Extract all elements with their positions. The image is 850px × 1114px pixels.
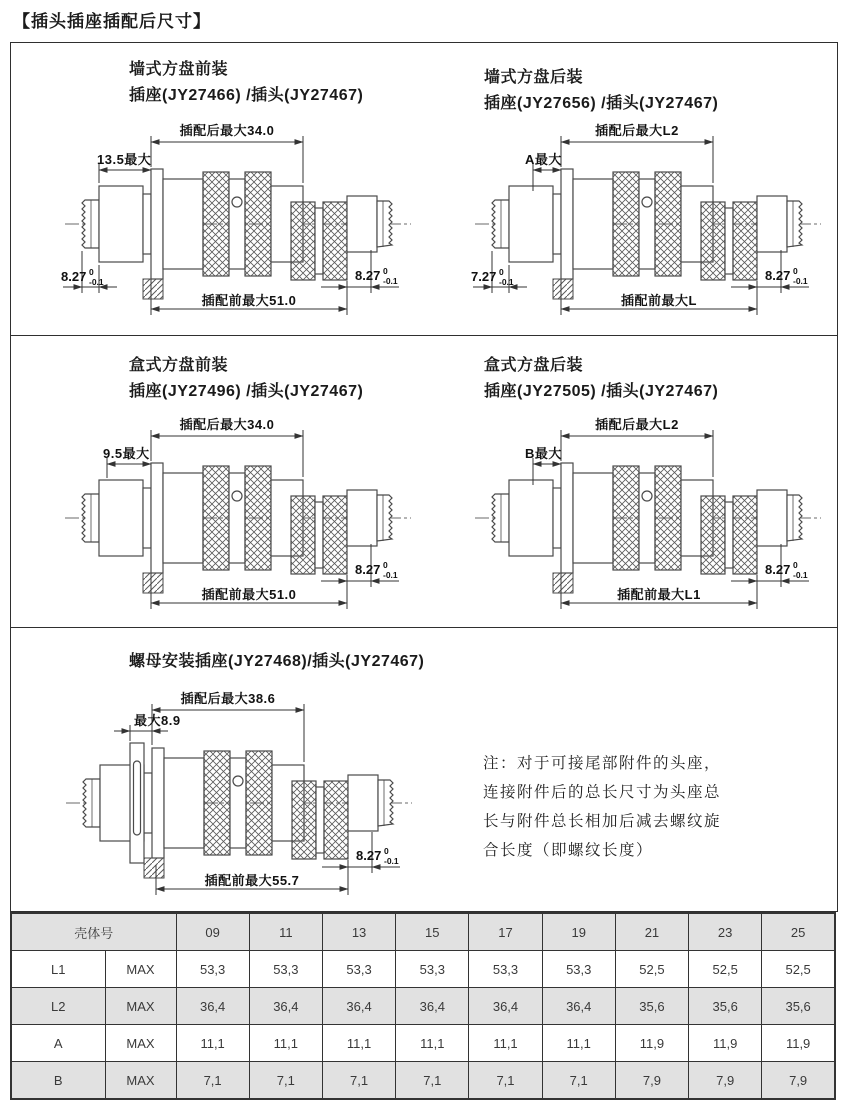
- dim-label: 插配后最大34.0: [179, 417, 275, 432]
- table-row-A: [11, 1025, 835, 1062]
- row-label: L2: [11, 988, 105, 1025]
- wall-rear-drawing: [469, 109, 841, 321]
- dim-label: 插配前最大L: [621, 293, 697, 308]
- note-text: [483, 749, 823, 865]
- table-cell: 35,6: [762, 988, 835, 1025]
- dim-tol-sup: 0: [383, 560, 388, 570]
- table-cell: 53,3: [249, 951, 322, 988]
- dim-tol-sup: 0: [384, 846, 389, 856]
- row-label: L1: [11, 951, 105, 988]
- row-qualifier: MAX: [105, 1062, 176, 1100]
- dim-tol-sub: -0.1: [793, 570, 808, 580]
- panel-title-line1: 盒式方盘后装: [484, 357, 584, 374]
- table-cell: 7,1: [469, 1062, 542, 1100]
- dim-tol-sub: -0.1: [383, 570, 398, 580]
- dim-label: 8.27: [355, 268, 381, 283]
- column-header: 25: [762, 913, 835, 951]
- table-cell: 53,3: [542, 951, 615, 988]
- table-cell: 36,4: [469, 988, 542, 1025]
- table-cell: 11,1: [249, 1025, 322, 1062]
- table-cell: 36,4: [176, 988, 249, 1025]
- dim-tol-sub: -0.1: [384, 856, 399, 866]
- table-row-L2: [11, 988, 835, 1025]
- panel-title-jam-nut: [129, 649, 424, 675]
- table-row-L1: [11, 951, 835, 988]
- table-cell: 36,4: [249, 988, 322, 1025]
- panel-title-box-front: [129, 353, 363, 405]
- dim-label: 8.27: [355, 562, 381, 577]
- table-cell: 11,1: [322, 1025, 395, 1062]
- panel-title-line2: 插座(JY27505) /插头(JY27467): [484, 383, 719, 400]
- table-cell: 36,4: [542, 988, 615, 1025]
- panel-title-line2: 插座(JY27466) /插头(JY27467): [129, 87, 364, 104]
- column-header: 21: [615, 913, 688, 951]
- table-cell: 7,1: [396, 1062, 469, 1100]
- table-cell: 7,1: [542, 1062, 615, 1100]
- section-divider: [11, 627, 837, 628]
- row-label: A: [11, 1025, 105, 1062]
- dim-tol-sub: -0.1: [89, 277, 104, 287]
- dim-label: 插配前最大51.0: [201, 587, 297, 602]
- panel-title-line1: 墙式方盘后装: [484, 69, 584, 86]
- drawings-box: [10, 42, 838, 912]
- table-cell: 11,9: [615, 1025, 688, 1062]
- table-cell: 11,9: [762, 1025, 835, 1062]
- table-cell: 7,9: [762, 1062, 835, 1100]
- table-row-B: [11, 1062, 835, 1100]
- column-header: 23: [689, 913, 762, 951]
- box-front-drawing: [59, 403, 431, 615]
- note-line: 连接附件后的总长尺寸为头座总: [483, 784, 722, 801]
- dim-label: 8.27: [356, 848, 382, 863]
- dim-tol-sup: 0: [793, 266, 798, 276]
- table-header-row: [11, 913, 835, 951]
- row-qualifier: MAX: [105, 951, 176, 988]
- column-header: 17: [469, 913, 542, 951]
- column-header: 11: [249, 913, 322, 951]
- corner-header: 壳体号: [11, 913, 176, 951]
- panel-title-line2: 插座(JY27656) /插头(JY27467): [484, 95, 719, 112]
- panel-title-line2: 插座(JY27496) /插头(JY27467): [129, 383, 364, 400]
- dim-label: 最大8.9: [134, 713, 181, 728]
- table-cell: 11,1: [396, 1025, 469, 1062]
- table-cell: 52,5: [762, 951, 835, 988]
- dim-label: 8.27: [765, 268, 791, 283]
- table-cell: 36,4: [396, 988, 469, 1025]
- note-line: 合长度（即螺纹长度）: [483, 842, 654, 859]
- table-cell: 7,9: [689, 1062, 762, 1100]
- row-qualifier: MAX: [105, 1025, 176, 1062]
- dim-label: 插配后最大34.0: [179, 123, 275, 138]
- table-cell: 7,1: [176, 1062, 249, 1100]
- section-divider: [11, 335, 837, 336]
- table-cell: 11,1: [176, 1025, 249, 1062]
- dim-tol-sub: -0.1: [499, 277, 514, 287]
- panel-title-line1: 螺母安装插座(JY27468)/插头(JY27467): [129, 653, 425, 670]
- column-header: 15: [396, 913, 469, 951]
- dim-label: 8.27: [765, 562, 791, 577]
- table-cell: 53,3: [176, 951, 249, 988]
- dim-tol-sub: -0.1: [383, 276, 398, 286]
- dim-label: 插配前最大L1: [617, 587, 701, 602]
- column-header: 09: [176, 913, 249, 951]
- dim-label: 7.27: [471, 269, 497, 284]
- table-cell: 53,3: [322, 951, 395, 988]
- dim-label: 插配后最大L2: [595, 123, 679, 138]
- dim-tol-sup: 0: [383, 266, 388, 276]
- table-cell: 35,6: [615, 988, 688, 1025]
- column-header: 13: [322, 913, 395, 951]
- table-cell: 35,6: [689, 988, 762, 1025]
- row-label: B: [11, 1062, 105, 1100]
- table-cell: 52,5: [689, 951, 762, 988]
- row-qualifier: MAX: [105, 988, 176, 1025]
- column-header: 19: [542, 913, 615, 951]
- wall-front-drawing: [59, 109, 431, 321]
- dim-tol-sup: 0: [499, 267, 504, 277]
- table-cell: 7,1: [322, 1062, 395, 1100]
- panel-title-box-rear: [484, 353, 718, 405]
- note-line: 长与附件总长相加后减去螺纹旋: [483, 813, 722, 830]
- table-cell: 52,5: [615, 951, 688, 988]
- dim-label: 插配前最大55.7: [204, 873, 300, 888]
- page-title: 【插头插座插配后尺寸】: [13, 12, 211, 31]
- dim-label: 8.27: [61, 269, 87, 284]
- table-cell: 7,9: [615, 1062, 688, 1100]
- dimension-table: [10, 912, 836, 1100]
- dim-label: 插配后最大38.6: [180, 691, 276, 706]
- panel-title-line1: 墙式方盘前装: [129, 61, 229, 78]
- jam-nut-drawing: [56, 683, 456, 905]
- dim-label: 插配后最大L2: [595, 417, 679, 432]
- dim-label: 插配前最大51.0: [201, 293, 297, 308]
- dim-tol-sup: 0: [793, 560, 798, 570]
- table-cell: 36,4: [322, 988, 395, 1025]
- table-cell: 53,3: [396, 951, 469, 988]
- dim-label: A最大: [525, 152, 562, 167]
- panel-title-line1: 盒式方盘前装: [129, 357, 229, 374]
- panel-title-wall-front: [129, 57, 363, 109]
- dim-label: B最大: [525, 446, 562, 461]
- table-cell: 11,1: [542, 1025, 615, 1062]
- table-cell: 53,3: [469, 951, 542, 988]
- box-rear-drawing: [469, 403, 841, 615]
- dim-tol-sup: 0: [89, 267, 94, 277]
- note-line: 注：对于可接尾部附件的头座，: [483, 755, 722, 772]
- dim-tol-sub: -0.1: [793, 276, 808, 286]
- table-cell: 7,1: [249, 1062, 322, 1100]
- table-cell: 11,1: [469, 1025, 542, 1062]
- dim-label: 9.5最大: [103, 446, 150, 461]
- table-cell: 11,9: [689, 1025, 762, 1062]
- dim-label: 13.5最大: [97, 152, 152, 167]
